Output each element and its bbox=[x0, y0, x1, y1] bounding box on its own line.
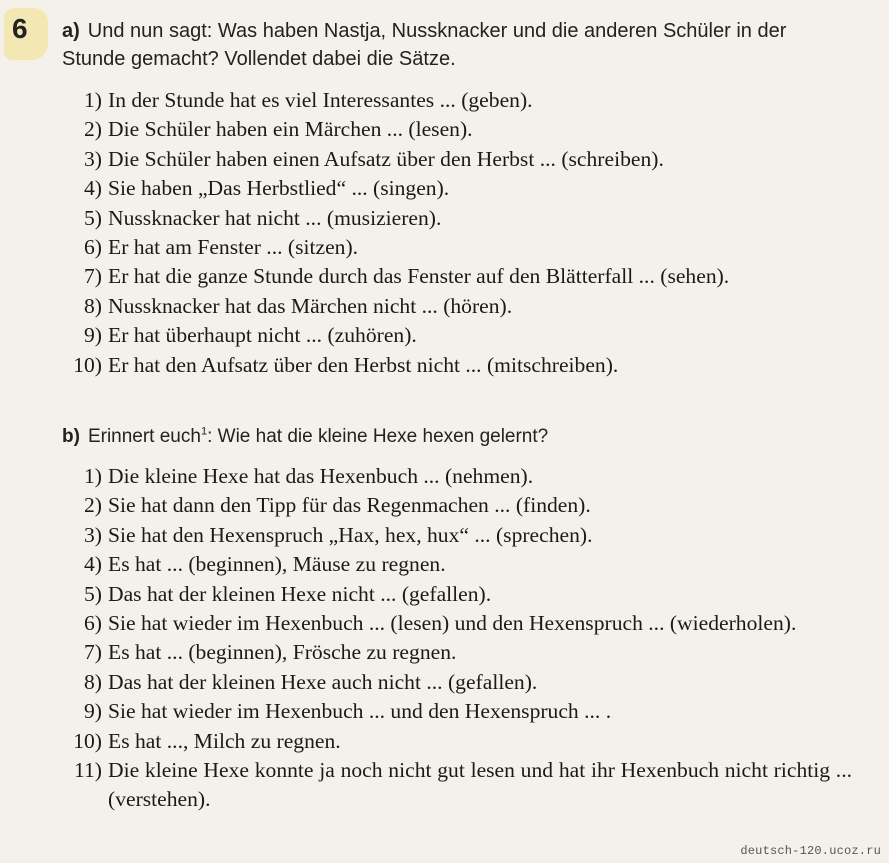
item-number: 8) bbox=[84, 293, 102, 318]
list-item bbox=[62, 86, 852, 115]
list-item bbox=[62, 321, 852, 350]
task-b-instruction bbox=[62, 423, 854, 451]
list-item bbox=[62, 521, 852, 550]
task-b-text-start: Erinnert euch bbox=[87, 426, 201, 447]
item-text: Die kleine Hexe konnte ja noch nicht gut lesen und hat ihr Hexenbuch nicht richtig ... (verstehen). bbox=[108, 758, 852, 812]
item-number: 5) bbox=[84, 205, 102, 230]
list-item bbox=[62, 756, 852, 815]
item-number: 1) bbox=[84, 464, 102, 488]
item-text: Er hat den Aufsatz über den Herbst nicht ... (mitschreiben). bbox=[108, 352, 619, 377]
item-number: 4) bbox=[84, 552, 102, 577]
list-item bbox=[62, 638, 852, 667]
item-number: 9) bbox=[84, 323, 102, 348]
item-number: 3) bbox=[84, 146, 102, 171]
item-text: Sie hat wieder im Hexenbuch ... und den Hexenspruch ... . bbox=[108, 699, 612, 724]
list-item bbox=[62, 351, 852, 380]
item-text: Das hat der kleinen Hexe auch nicht ... (gefallen). bbox=[108, 669, 538, 694]
task-a-text: Und nun sagt: Was haben Nastja, Nussknacker und die anderen Schüler in der Stunde gemacht? Vollendet dabei die Sätze. bbox=[62, 20, 787, 70]
item-number: 7) bbox=[84, 640, 102, 665]
item-text: Sie hat dann den Tipp für das Regenmachen ... (finden). bbox=[108, 493, 591, 518]
list-item bbox=[62, 727, 852, 756]
list-item bbox=[62, 145, 852, 174]
item-text: Sie hat wieder im Hexenbuch ... (lesen) und den Hexenspruch ... (wiederholen). bbox=[108, 611, 797, 636]
task-b-text-end: : Wie hat die kleine Hexe hexen gelernt? bbox=[207, 426, 549, 447]
item-number: 4) bbox=[84, 176, 102, 201]
item-text: Er hat überhaupt nicht ... (zuhören). bbox=[108, 323, 417, 348]
list-item bbox=[62, 233, 852, 262]
list-item bbox=[62, 491, 852, 520]
item-number: 5) bbox=[84, 581, 102, 606]
item-number: 1) bbox=[84, 88, 102, 112]
item-text: Die kleine Hexe hat das Hexenbuch ... (nehmen). bbox=[108, 464, 534, 488]
list-item bbox=[62, 550, 852, 579]
item-text: In der Stunde hat es viel Interessantes ... (geben). bbox=[108, 88, 533, 112]
exercise-number: 6 bbox=[12, 13, 28, 44]
item-text: Er hat am Fenster ... (sitzen). bbox=[108, 235, 359, 260]
sentence-list-a bbox=[62, 86, 852, 380]
item-text: Die Schüler haben ein Märchen ... (lesen). bbox=[108, 117, 473, 142]
sentence-list-b bbox=[62, 462, 852, 815]
item-text: Die Schüler haben einen Aufsatz über den Herbst ... (schreiben). bbox=[108, 146, 664, 171]
list-item bbox=[62, 292, 852, 321]
item-text: Das hat der kleinen Hexe nicht ... (gefallen). bbox=[108, 581, 492, 606]
item-text: Es hat ... (beginnen), Mäuse zu regnen. bbox=[108, 552, 446, 577]
item-number: 6) bbox=[84, 611, 102, 636]
list-item bbox=[62, 580, 852, 609]
item-number: 8) bbox=[84, 669, 102, 694]
list-item bbox=[62, 174, 852, 203]
task-a-instruction bbox=[62, 17, 854, 73]
item-number: 7) bbox=[84, 264, 102, 289]
list-item bbox=[62, 668, 852, 697]
item-number: 11) bbox=[74, 758, 102, 783]
list-item bbox=[62, 609, 852, 638]
item-number: 6) bbox=[84, 235, 102, 260]
item-text: Sie haben „Das Herbstlied“ ... (singen). bbox=[108, 176, 450, 201]
list-item bbox=[62, 204, 852, 233]
item-number: 10) bbox=[73, 352, 102, 377]
list-item bbox=[62, 462, 852, 491]
list-item bbox=[62, 697, 852, 726]
item-number: 2) bbox=[84, 493, 102, 518]
item-text: Er hat die ganze Stunde durch das Fenster auf den Blätterfall ... (sehen). bbox=[108, 264, 730, 289]
footnote-marker: 1 bbox=[200, 425, 208, 438]
item-text: Nussknacker hat das Märchen nicht ... (hören). bbox=[108, 293, 513, 318]
list-item bbox=[62, 115, 852, 144]
task-a-letter: a) bbox=[62, 20, 80, 42]
task-b-letter: b) bbox=[62, 426, 80, 447]
item-text: Es hat ..., Milch zu regnen. bbox=[108, 728, 341, 753]
site-watermark: deutsch-120.ucoz.ru bbox=[740, 844, 881, 858]
item-number: 3) bbox=[84, 522, 102, 547]
item-text: Nussknacker hat nicht ... (musizieren). bbox=[108, 205, 442, 230]
item-text: Es hat ... (beginnen), Frösche zu regnen. bbox=[108, 640, 457, 665]
item-number: 2) bbox=[84, 117, 102, 142]
item-number: 9) bbox=[84, 699, 102, 724]
item-text: Sie hat den Hexenspruch „Hax, hex, hux“ ... (sprechen). bbox=[108, 522, 593, 547]
list-item bbox=[62, 262, 852, 291]
item-number: 10) bbox=[73, 728, 102, 753]
